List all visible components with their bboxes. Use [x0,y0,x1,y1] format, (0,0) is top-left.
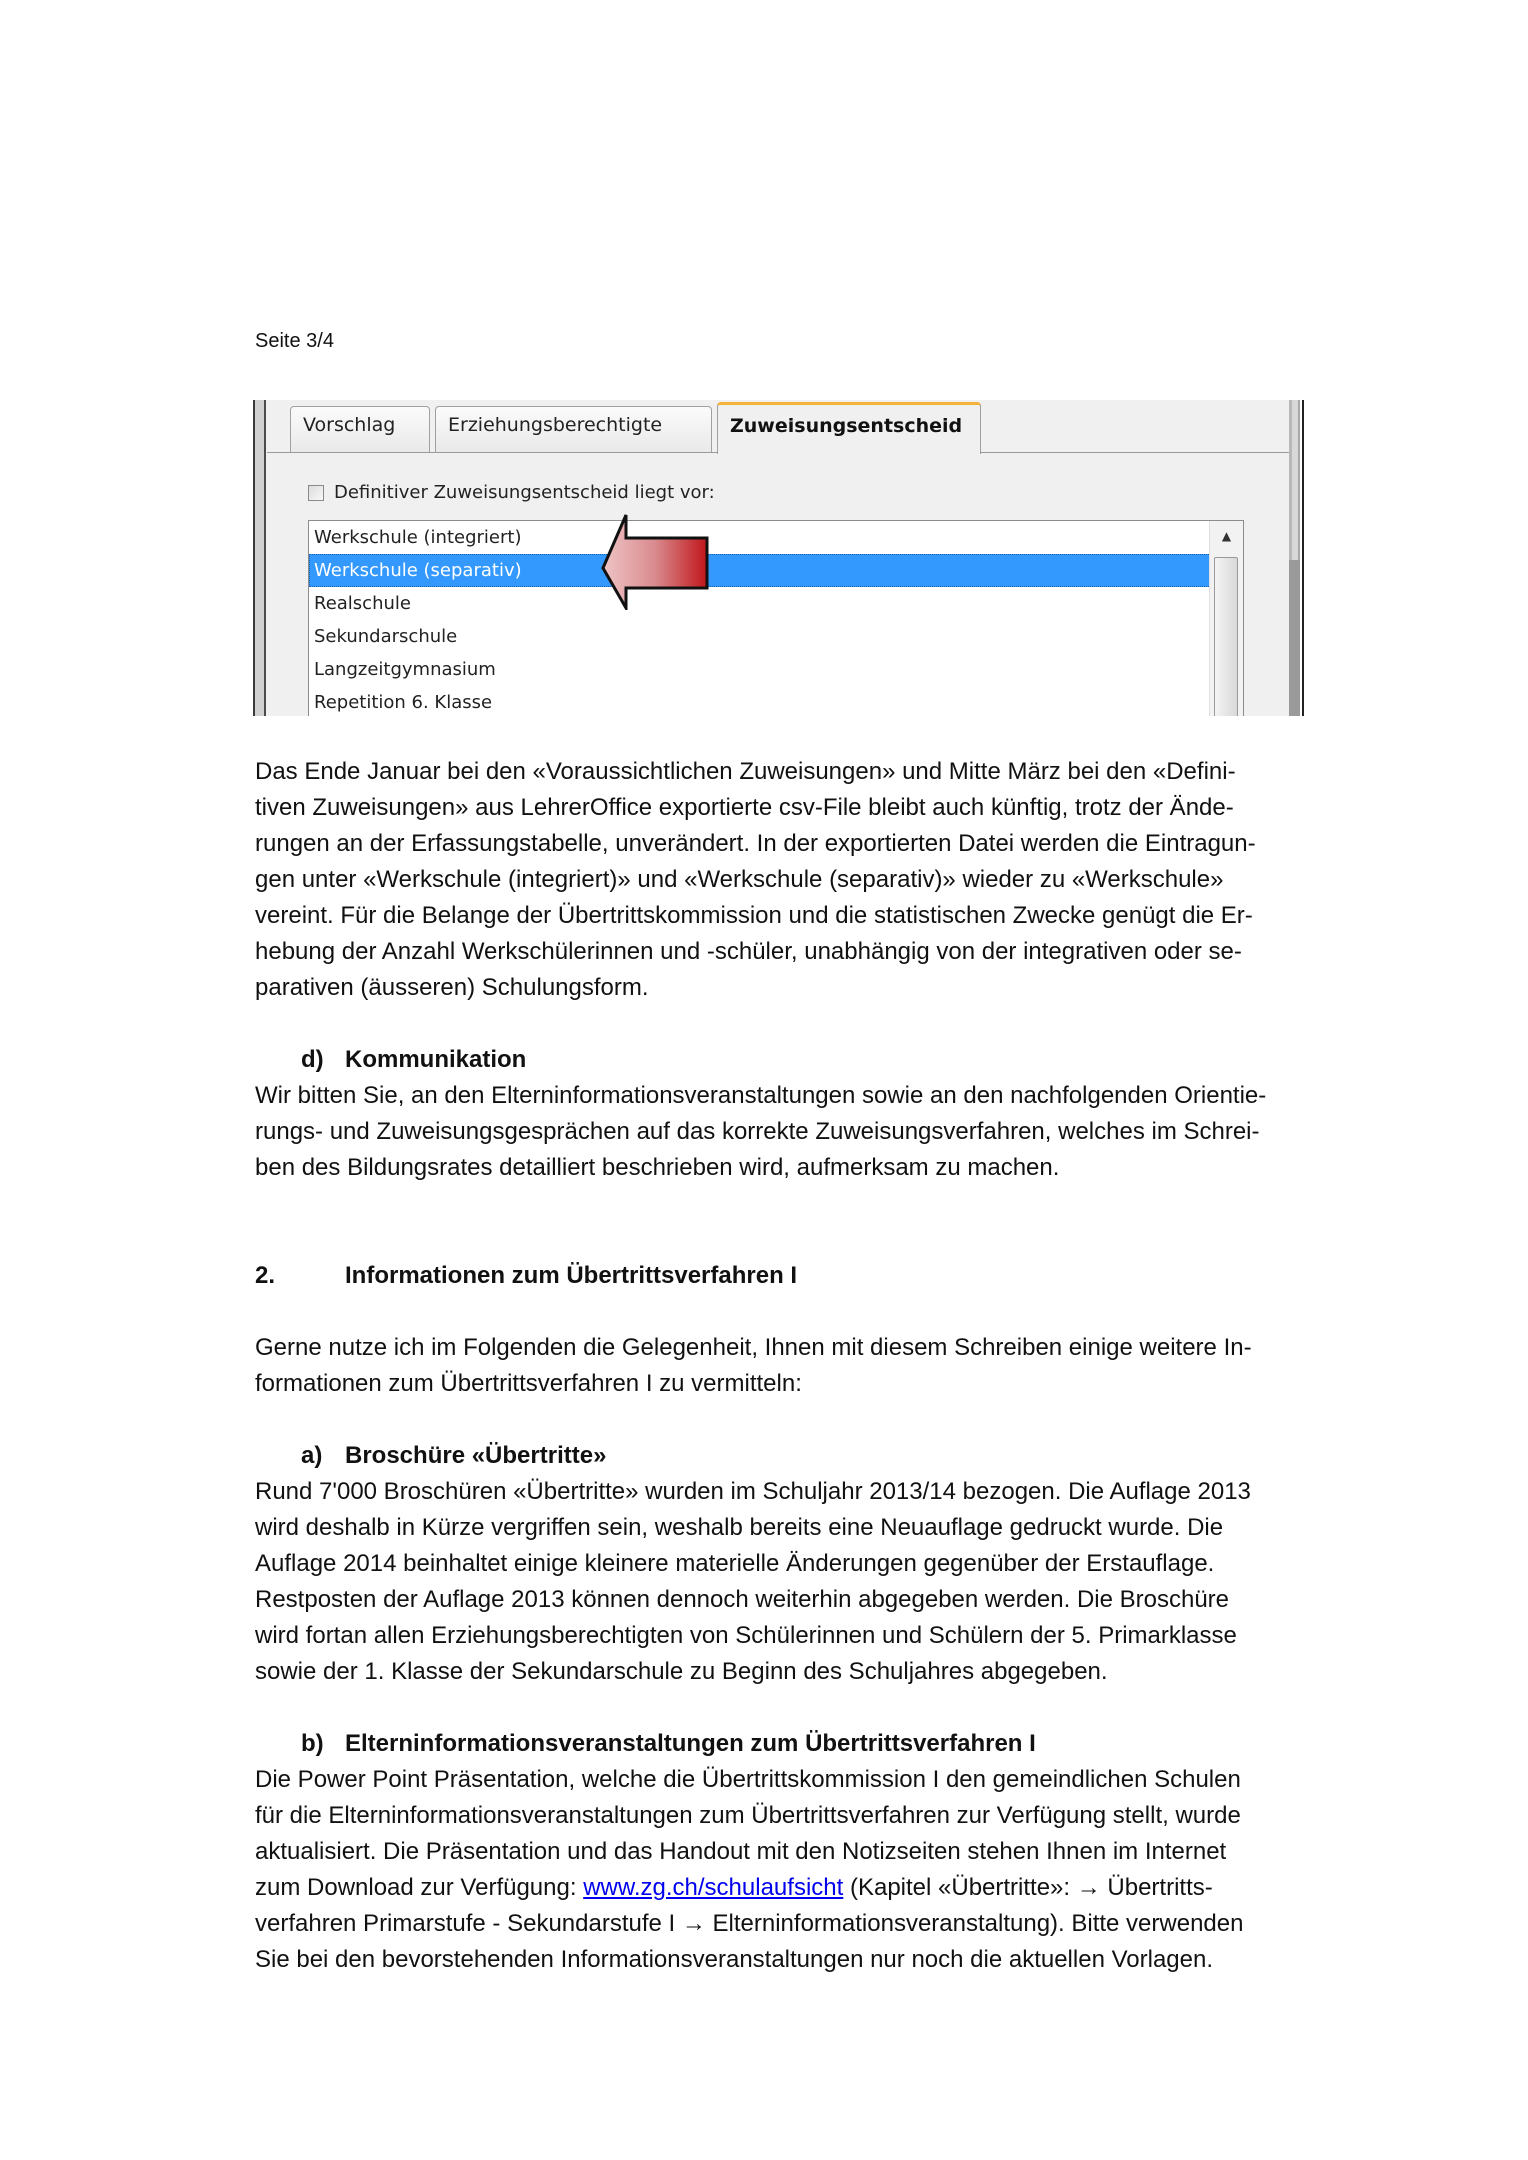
paragraph-broschuere [255,1474,1425,1690]
listbox-scroll-thumb[interactable] [1214,557,1238,716]
list-item-werkschule-integriert[interactable]: Werkschule (integriert) [314,527,522,548]
window-scroll-thumb[interactable] [1289,560,1300,716]
definitive-decision-checkbox[interactable] [308,485,324,501]
subheading-kommunikation [255,1042,1425,1078]
subheading-title: Broschüre «Übertritte» [345,1442,607,1469]
text-line: hebung der Anzahl Werkschülerinnen und -schüler, unabhängig von der integrativen oder se- [255,938,1242,965]
list-item-langzeitgymnasium[interactable]: Langzeitgymnasium [314,659,496,680]
paragraph-csv-export [255,754,1425,1006]
subheading-elterninformation [255,1726,1425,1762]
tab-vorschlag[interactable]: Vorschlag [290,406,430,452]
text-line: rungs- und Zuweisungsgesprächen auf das korrekte Zuweisungsverfahren, welches im Schrei- [255,1118,1260,1145]
window-left-border [253,400,267,716]
tab-zuweisungsentscheid[interactable]: Zuweisungsentscheid [717,402,981,454]
text-line: Restposten der Auflage 2013 können dennoch weiterhin abgegeben werden. Die Broschüre [255,1586,1230,1613]
subheading-label: d) [301,1046,324,1073]
text-line: verfahren Primarstufe - Sekundarstufe I → Elterninformationsveranstaltung). Bitte verwenden [255,1910,1244,1937]
scroll-up-icon[interactable]: ▲ [1221,529,1232,543]
subheading-title: Elterninformationsveranstaltungen zum Übertrittsverfahren I [345,1730,1036,1757]
text-line: formationen zum Übertrittsverfahren I zu vermitteln: [255,1370,802,1397]
schulaufsicht-link[interactable]: www.zg.ch/schulaufsicht [583,1874,844,1901]
embedded-app-screenshot [253,400,1305,716]
text-line: ben des Bildungsrates detailliert beschrieben wird, aufmerksam zu machen. [255,1154,1060,1181]
text-line: Die Power Point Präsentation, welche die Übertrittskommission I den gemeindlichen Schulen [255,1766,1241,1793]
subheading-label: b) [301,1730,324,1757]
text-line: Wir bitten Sie, an den Elterninformationsveranstaltungen sowie an den nachfolgenden Orientie- [255,1082,1267,1109]
text-line: parativen (äusseren) Schulungsform. [255,974,649,1001]
section-number: 2. [255,1262,276,1289]
page-number-header: Seite 3/4 [255,330,334,352]
text-line: tiven Zuweisungen» aus LehrerOffice exportierte csv-File bleibt auch künftig, trotz der Ände- [255,794,1234,821]
list-item-werkschule-separativ[interactable]: Werkschule (separativ) [309,554,1211,587]
text-line: Das Ende Januar bei den «Voraussichtlichen Zuweisungen» und Mitte März bei den «Defini- [255,758,1236,785]
definitive-decision-row[interactable] [308,482,715,503]
window-right-scrollbar[interactable] [1289,400,1305,716]
text-line: Gerne nutze ich im Folgenden die Gelegenheit, Ihnen mit diesem Schreiben einige weitere In- [255,1334,1252,1361]
text-line-with-link [255,1874,1213,1901]
text-line: Auflage 2014 beinhaltet einige kleinere materielle Änderungen gegenüber der Erstauflage. [255,1550,1215,1577]
section-heading-2 [255,1258,1425,1294]
subheading-broschuere [255,1438,1425,1474]
text-line: Rund 7'000 Broschüren «Übertritte» wurden im Schuljahr 2013/14 bezogen. Die Auflage 2013 [255,1478,1251,1505]
text-line: wird fortan allen Erziehungsberechtigten von Schülerinnen und Schülern der 5. Primarklasse [255,1622,1237,1649]
subheading-label: a) [301,1442,323,1469]
text-line: Sie bei den bevorstehenden Informationsveranstaltungen nur noch die aktuellen Vorlagen. [255,1946,1213,1973]
text-line: vereint. Für die Belange der Übertrittskommission und die statistischen Zwecke genügt die Er- [255,902,1253,929]
text-line: gen unter «Werkschule (integriert)» und «Werkschule (separativ)» wieder zu «Werkschule» [255,866,1224,893]
paragraph-elterninformation [255,1762,1425,1978]
red-arrow-left-icon [600,512,712,610]
link-prefix-text: zum Download zur Verfügung: [255,1874,584,1901]
document-body [255,754,1425,1978]
text-line: rungen an der Erfassungstabelle, unverändert. In der exportierten Datei werden die Eintragun- [255,830,1256,857]
paragraph-intro [255,1330,1425,1402]
text-line: sowie der 1. Klasse der Sekundarschule zu Beginn des Schuljahres abgegeben. [255,1658,1108,1685]
list-item-repetition[interactable]: Repetition 6. Klasse [314,692,493,713]
tab-erziehungsberechtigte[interactable]: Erziehungsberechtigte [435,406,712,452]
paragraph-kommunikation [255,1078,1425,1186]
list-item-realschule[interactable]: Realschule [314,593,411,614]
listbox-scrollbar[interactable] [1209,521,1243,716]
link-suffix-text: (Kapitel «Übertritte»: → Übertritts- [843,1874,1213,1901]
list-item-sekundarschule[interactable]: Sekundarschule [314,626,458,647]
text-line: für die Elterninformationsveranstaltungen zum Übertrittsverfahren zur Verfügung stellt, wurde [255,1802,1241,1829]
section-title: Informationen zum Übertrittsverfahren I [345,1262,798,1289]
subheading-title: Kommunikation [345,1046,527,1073]
text-line: wird deshalb in Kürze vergriffen sein, weshalb bereits eine Neuauflage gedruckt wurde. Die [255,1514,1224,1541]
school-type-listbox[interactable] [308,520,1244,716]
text-line: aktualisiert. Die Präsentation und das Handout mit den Notizseiten stehen Ihnen im Internet [255,1838,1227,1865]
definitive-decision-label: Definitiver Zuweisungsentscheid liegt vor: [334,482,715,503]
